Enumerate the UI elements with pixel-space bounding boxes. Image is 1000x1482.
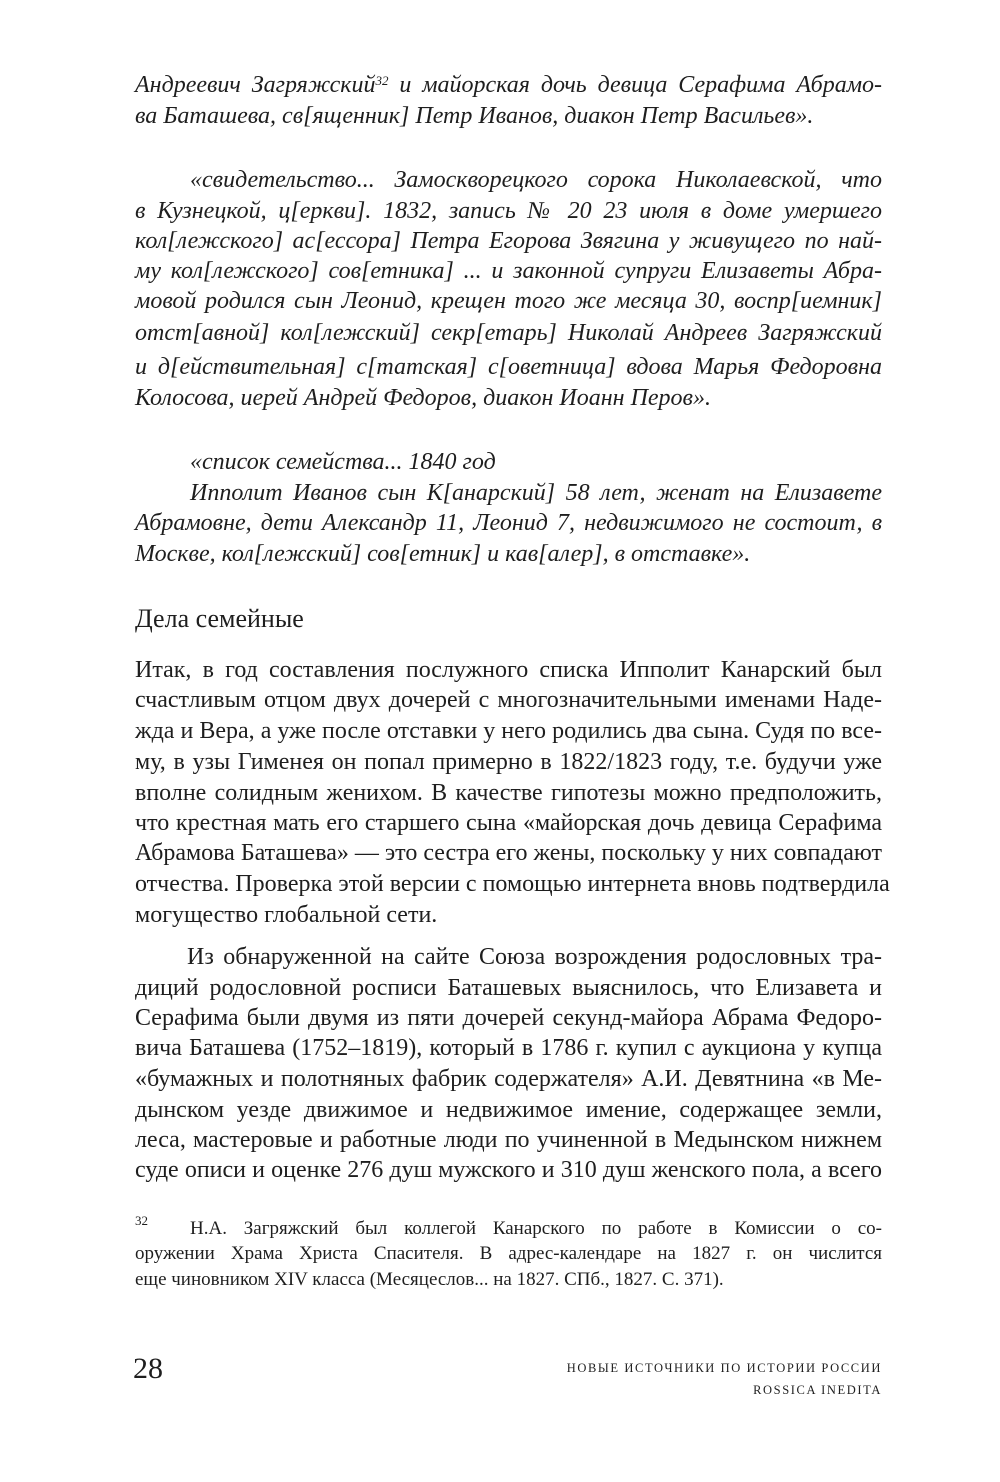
quote-line: му кол[лежского] сов[етника] ... и законной супруги Елизаветы Абра- [135,258,882,284]
quote-line: ва Баташева, св[ященник] Петр Иванов, диакон Петр Васильев». [135,103,814,129]
footnote-number: 32 [135,1213,148,1228]
quote-text: и майорская дочь девица Серафима Абрамо- [399,72,882,98]
footnote-line: еще чиновником XIV класса (Месяцеслов... на 1827. СПб., 1827. С. 371). [135,1269,724,1290]
quote-line: Ипполит Иванов сын К[анарский] 58 лет, женат на Елизавете [190,480,882,506]
quote-line: отст[авной] кол[лежский] секр[етарь] Николай Андреев Загряжский [135,320,882,346]
text-line: «бумажных и полотняных фабрик содержателя» А.И. Девятнина «в Ме- [135,1066,882,1092]
text-line: вича Баташева (1752–1819), который в 1786 г. купил с аукциона у купца [135,1035,882,1061]
footnote-line: Н.А. Загряжский был коллегой Канарского по работе в Комиссии о со- [190,1218,882,1239]
footnote-line: оружении Храма Христа Спасителя. В адрес-календаре на 1827 г. он числится [135,1243,882,1264]
page-number: 28 [133,1352,163,1385]
quote-line: и д[ействительная] с[татская] с[оветница] вдова Марья Федоровна [135,354,882,380]
text-line: диций родословной росписи Баташевых выяснилось, что Елизавета и [135,975,882,1001]
quote-line: Москве, кол[лежский] сов[етник] и кав[алер], в отставке». [135,541,751,567]
quote-line [135,70,882,100]
text-line: му, в узы Гименея он попал примерно в 1822/1823 году, т.е. будучи уже [135,749,882,775]
text-line: леса, мастеровые и работные люди по учиненной в Медынском нижнем [135,1127,882,1153]
text-line: могущество глобальной сети. [135,902,438,928]
text-line: Серафима были двумя из пяти дочерей секунд-майора Абрама Федоро- [135,1005,882,1031]
text-line: отчества. Проверка этой версии с помощью интернета вновь подтвердила [135,871,890,897]
text-line: что крестная мать его старшего сына «майорская дочь девица Серафима [135,810,882,836]
running-head-subtitle: ROSSICA INEDITA [753,1383,882,1397]
text-line: Из обнаруженной на сайте Союза возрождения родословных тра- [187,944,882,970]
quote-line: мовой родился сын Леонид, крещен того же месяца 30, воспр[иемник] [135,288,882,314]
text-line: счастливым отцом двух дочерей с многозначительными именами Наде- [135,687,882,713]
text-line: жда и Вера, а уже после отставки у него родились два сына. Судя по все- [135,718,882,744]
quote-line: кол[лежского] ас[ессора] Петра Егорова Звягина у живущего по най- [135,228,882,254]
text-line: Итак, в год составления послужного списка Ипполит Канарский был [135,657,882,683]
text-line: суде описи и оценке 276 душ мужского и 310 душ женского пола, а всего [135,1157,882,1183]
text-line: вполне солидным женихом. В качестве гипотезы можно предположить, [135,780,882,806]
footnote-ref[interactable]: 32 [375,73,389,88]
quote-line: Абрамовне, дети Александр 11, Леонид 7, недвижимого не состоит, в [135,510,882,536]
quote-line: в Кузнецкой, ц[еркви]. 1832, запись № 20 23 июля в доме умершего [135,198,882,224]
text-line: дынском уезде движимое и недвижимое имение, содержащее земли, [135,1097,882,1123]
quote-line: Колосова, иерей Андрей Федоров, диакон Иоанн Перов». [135,385,711,411]
quote-line: «список семейства... 1840 год [190,449,496,475]
section-heading: Дела семейные [135,604,304,633]
running-head-series: НОВЫЕ ИСТОЧНИКИ ПО ИСТОРИИ РОССИИ [566,1361,882,1375]
quote-line: «свидетельство... Замоскворецкого сорока Николаевской, что [190,167,882,193]
quote-text: Андреевич Загряжский [135,72,376,98]
text-line: Абрамова Баташева» — это сестра его жены, поскольку у них совпадают [135,840,883,866]
